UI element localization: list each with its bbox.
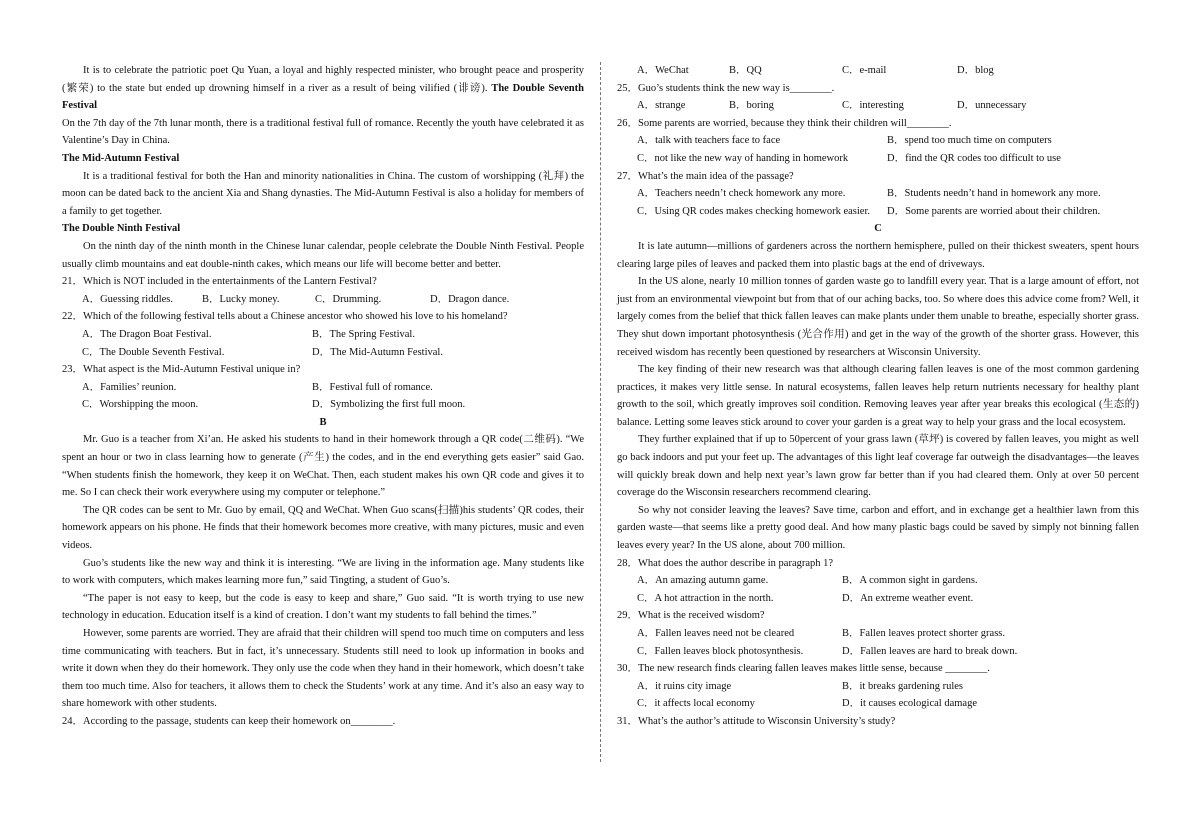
section-c-heading: C [874, 223, 882, 235]
option-a: A．talk with teachers face to face [637, 135, 781, 147]
option-a: A．The Dragon Boat Festival. [82, 328, 212, 340]
question-26: 26．Some parents are worried, because they think their children will________. [617, 117, 952, 129]
option-c: C．Worshipping the moon. [82, 399, 199, 411]
option-a: A．Fallen leaves need not be cleared [637, 628, 795, 639]
left-column [62, 62, 584, 731]
option-d: D．it causes ecological damage [842, 698, 977, 710]
paragraph-dragon-boat: It is to celebrate the patriotic poet Qu Yuan, a loyal and highly respected minister, who brought peace and prosperity (繁荣) to the state but ended up drowning himself in a river as a result of being vilified (诽谤). The Double Seventh Festival [62, 65, 584, 112]
option-b: B．Students needn’t hand in homework any more. [887, 188, 1101, 200]
question-28: 28．What does the author describe in paragraph 1? [617, 557, 834, 569]
paragraph-mid-autumn: It is a traditional festival for both the Han and minority nationalities in China. The custom of worshipping (礼拜) the moon can be dated back to the ancient Xia and Shang dynasties. The Mid-Autumn Festival is also a holiday for members of a family to get together. [62, 170, 584, 217]
option-a: A．it ruins city image [637, 680, 732, 692]
option-d: D．An extreme weather event. [842, 592, 974, 604]
option-d: D．The Mid-Autumn Festival. [312, 346, 443, 358]
option-c: C．not like the new way of handing in homework [637, 152, 849, 164]
passage-c-paragraph-1: It is late autumn—millions of gardeners across the northern hemisphere, pulled on their thickest sweaters, spent hours clearing large piles of leaves and packed them into plastic bags at the end of driveways. [617, 240, 1139, 270]
option-c: C．Fallen leaves block photosynthesis. [637, 645, 804, 657]
question-21: 21．Which is NOT included in the entertainments of the Lantern Festival? [62, 276, 377, 288]
question-30-options [617, 678, 1139, 713]
question-29-options [617, 625, 1139, 660]
option-c: C．The Double Seventh Festival. [82, 346, 225, 358]
passage-b-paragraph-1: Mr. Guo is a teacher from Xi’an. He asked his students to hand in their homework through a QR code(二维码). “We spent an hour or two in class learning how to generate (产生) the codes, and in the end everything gets easier” said Gao. “When students finish the homework, they keep it on WeChat. Then, each student makes his own QR code and gives it to me. So I can check their work everywhere using my computer or telephone.” [62, 434, 584, 499]
option-b: B．The Spring Festival. [312, 328, 415, 340]
option-a: A．WeChat [637, 65, 689, 76]
question-31: 31．What’s the author’s attitude to Wisconsin University’s study? [617, 715, 896, 727]
option-a: A．Teachers needn’t check homework any more. [637, 188, 846, 200]
option-a: A．strange [637, 100, 686, 112]
option-a: A．An amazing autumn game. [637, 575, 769, 587]
option-d: D．find the QR codes too difficult to use [887, 152, 1061, 164]
question-22-options [62, 326, 584, 361]
question-28-options [617, 572, 1139, 607]
question-23-options [62, 379, 584, 414]
option-c: C．Drumming. [315, 293, 382, 305]
option-b: B．A common sight in gardens. [842, 575, 978, 587]
question-27: 27．What’s the main idea of the passage? [617, 170, 794, 182]
option-c: C．A hot attraction in the north. [637, 592, 774, 604]
option-a: A．Guessing riddles. [82, 293, 173, 305]
question-21-options [62, 291, 584, 309]
question-29: 29．What is the received wisdom? [617, 610, 765, 622]
question-24-options [617, 62, 1139, 80]
option-d: D．Symbolizing the first full moon. [312, 399, 466, 411]
option-d: D．Some parents are worried about their children. [887, 205, 1101, 217]
column-divider [600, 62, 601, 762]
question-24: 24．According to the passage, students can keep their homework on________. [62, 715, 396, 727]
option-b: B．Lucky money. [202, 293, 280, 305]
option-d: D．Dragon dance. [430, 293, 510, 305]
option-b: B．it breaks gardening rules [842, 680, 964, 692]
option-a: A．Families’ reunion. [82, 381, 177, 393]
question-26-options [617, 132, 1139, 167]
passage-b-paragraph-2: The QR codes can be sent to Mr. Guo by email, QQ and WeChat. When Guo scans(扫描)his students’ QR codes, their homework appears on his phone. He finds that their homework becomes more creative, with many pictures, music and even videos. [62, 504, 584, 552]
option-b: B．boring [729, 100, 774, 112]
option-c: C．Using QR codes makes checking homework easier. [637, 205, 870, 217]
passage-c-paragraph-2: In the US alone, nearly 10 million tonnes of garden waste go to landfill every year. That is a large amount of effort, not just from an environmental viewpoint but from that of our aching backs, too. So where does this advice come from? Well, it largely comes from the belief that thick fallen leaves can make plants under them unable to breathe, especially shorter grass. They shut down important photosynthesis (光合作用) and get in the way of the growth of the shorter grass. However, this received wisdom has recently been questioned by researchers at Wisconsin University. [617, 276, 1139, 358]
right-column [617, 62, 1139, 731]
heading-double-ninth: The Double Ninth Festival [62, 223, 181, 235]
option-b: B．spend too much time on computers [887, 135, 1052, 147]
section-b-heading: B [319, 416, 327, 428]
heading-mid-autumn: The Mid-Autumn Festival [62, 152, 180, 164]
option-d: D．Fallen leaves are hard to break down. [842, 645, 1018, 657]
question-25-options [617, 97, 1139, 115]
option-d: D．blog [957, 65, 994, 76]
passage-b-paragraph-4: “The paper is not easy to keep, but the code is easy to keep and share,” Guo said. “It is worth trying to use new technology in education. Education itself is a kind of creation. I don’t want my students to fall behind the times.” [62, 592, 584, 622]
passage-c-paragraph-5: So why not consider leaving the leaves? Save time, carbon and effort, and in exchange get a healthier lawn from this garden waste—that seems like a pretty good deal. And how many plastic bags could be saved by simply not binning fallen leaves every year? In the US alone, about 700 million. [617, 504, 1139, 552]
paragraph-double-seventh: On the 7th day of the 7th lunar month, there is a traditional festival full of romance. Recently the youth have celebrated it as Valentine’s Day in China. [62, 117, 584, 147]
question-27-options [617, 185, 1139, 220]
question-22: 22．Which of the following festival tells about a Chinese ancestor who showed his love to his homeland? [62, 311, 508, 323]
passage-b-paragraph-3: Guo’s students like the new way and think it is interesting. “We are living in the information age. Many students like to work with computers, which makes learning more fun,” said Tingting, a student of Guo’s. [62, 557, 584, 587]
option-c: C．it affects local economy [637, 698, 755, 710]
passage-c-paragraph-4: They further explained that if up to 50percent of your grass lawn (草坪) is covered by fallen leaves, you might as well go back indoors and put your feet up. The advantages of this light leaf coverage far outweigh the disadvantages—the leaves will quickly break down and help next year’s lawn grow far better than if you had cleared them. Only at over 50 percent coverage do the Wisconsin researchers recommend clearing. [617, 434, 1139, 499]
passage-b-paragraph-5: However, some parents are worried. They are afraid that their children will spend too much time on computers and less time communicating with teachers. But in fact, it’s unnecessary. Students still need to look up information in books and write it down when they do their homework. They only use the code when they hand in their homework, which doesn’t take them too much time. Also for teachers, it allows them to check the Students’ work at any time. And it’s also an easy way to share homework with other students. [62, 628, 584, 710]
question-30: 30．The new research finds clearing fallen leaves makes little sense, because ________. [617, 663, 990, 675]
paragraph-double-ninth: On the ninth day of the ninth month in the Chinese lunar calendar, people celebrate the Double Ninth Festival. People usually climb mountains and eat double-ninth cakes, which means our life will become better and better. [62, 240, 584, 270]
passage-c-paragraph-3: The key finding of their new research was that although clearing fallen leaves is one of the most common gardening practices, it makes very little sense. In natural ecosystems, fallen leaves help return nutrients necessary for healthy plant growth to the soil, which greatly improves soil condition. Removing leaves year after year breaks this ecological (生态的) balance. Letting some leaves stick around to cover your garden is a great way to help your grass and the local ecosystem. [617, 364, 1139, 428]
option-c: C．interesting [842, 100, 904, 112]
option-c: C．e-mail [842, 65, 887, 76]
option-b: B．Fallen leaves protect shorter grass. [842, 628, 1005, 639]
option-b: B．Festival full of romance. [312, 381, 433, 393]
option-b: B．QQ [729, 65, 762, 76]
question-25: 25．Guo’s students think the new way is________. [617, 82, 835, 94]
heading-double-seventh-inline: The Double Seventh Festival [62, 82, 584, 112]
option-d: D．unnecessary [957, 100, 1027, 112]
question-23: 23．What aspect is the Mid-Autumn Festival unique in? [62, 364, 301, 376]
